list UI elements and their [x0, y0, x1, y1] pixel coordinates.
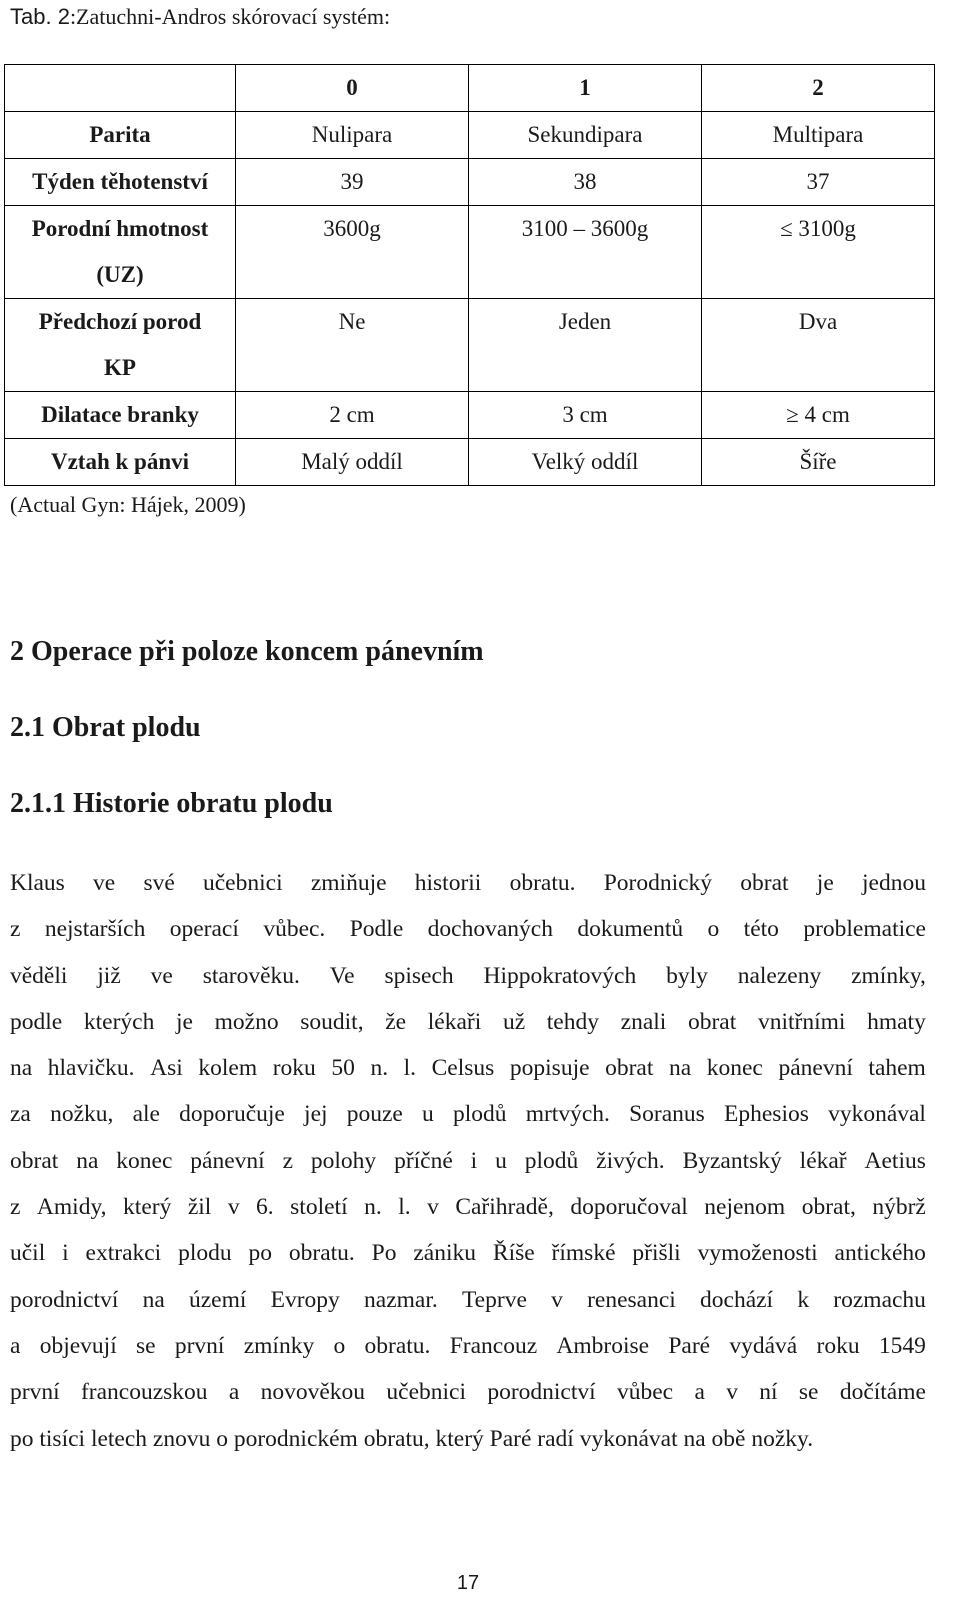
paragraph-word: století — [290, 1194, 348, 1221]
paragraph-word: Cařihradě, — [455, 1194, 554, 1221]
paragraph-word: nožku, — [50, 1101, 114, 1128]
paragraph-word: vůbec. — [263, 916, 326, 943]
paragraph-word: popisuje — [509, 1055, 590, 1082]
paragraph-word: zmiňuje — [310, 870, 387, 896]
paragraph-word: Teprve — [461, 1286, 527, 1313]
paragraph-word: zániku — [413, 1240, 477, 1267]
paragraph-word: už — [502, 1008, 526, 1035]
paragraph-word: Porodnický — [603, 870, 713, 896]
paragraph-word: roku — [816, 1332, 860, 1359]
paragraph-word: v — [227, 1194, 240, 1221]
table-row — [5, 299, 935, 346]
paragraph-word: spisech — [384, 962, 454, 989]
table-row — [5, 112, 935, 159]
paragraph-word: mrtvých. — [525, 1101, 610, 1128]
paragraph-word: že — [385, 1008, 407, 1035]
paragraph-word: porodnictví — [487, 1379, 596, 1406]
paragraph-word: kolem — [198, 1055, 258, 1082]
paragraph-word: i — [470, 1147, 478, 1174]
table-cell: 39 — [236, 159, 469, 206]
paragraph-word: vymoženosti — [697, 1240, 818, 1267]
table-cell: Malý oddíl — [236, 439, 469, 486]
paragraph-word: renesanci — [587, 1286, 676, 1313]
paragraph-word: objevují — [39, 1332, 117, 1359]
paragraph-word: v — [551, 1286, 563, 1313]
paragraph-word: l. — [403, 1055, 417, 1082]
paragraph-word: je — [176, 1008, 193, 1035]
paragraph-word: dokumentů — [577, 916, 684, 943]
paragraph-word: z — [282, 1147, 293, 1174]
table-caption-label: Tab. 2 — [10, 4, 70, 29]
paragraph-word: zmínky — [243, 1332, 315, 1359]
table-cell: Ne — [236, 299, 469, 346]
paragraph-word: antického — [834, 1240, 926, 1267]
paragraph-word: pouze — [346, 1101, 403, 1128]
paragraph-line — [10, 1045, 926, 1091]
paragraph-word: operací — [169, 916, 239, 943]
paragraph-line — [10, 1230, 926, 1276]
chapter-heading: 2 Operace při poloze koncem pánevním — [10, 636, 484, 667]
paragraph-word: k — [797, 1286, 810, 1313]
table-row — [5, 159, 935, 206]
paragraph-word: polohy — [310, 1147, 377, 1174]
row-label: Týden těhotenství — [5, 159, 236, 206]
row-label: Dilatace branky — [5, 392, 236, 439]
table-cell: ≥ 4 cm — [702, 392, 935, 439]
paragraph-word: starověku. — [202, 962, 300, 989]
paragraph-word: vnitřními — [757, 1008, 846, 1035]
paragraph-word: 1549 — [878, 1332, 926, 1359]
table-cell: Šíře — [702, 439, 935, 486]
paragraph-word: hlavičku. — [47, 1055, 135, 1082]
paragraph-word: obrat — [687, 1008, 737, 1035]
table-row-continuation — [5, 252, 935, 299]
paragraph-word: Byzantský — [682, 1147, 782, 1174]
paragraph-word: obratu. — [364, 1332, 431, 1359]
table-cell: Nulipara — [236, 112, 469, 159]
paragraph-word: a — [228, 1379, 240, 1406]
table-cell: 2 cm — [236, 392, 469, 439]
paragraph-word: obrat — [740, 870, 789, 896]
paragraph-word: na — [142, 1286, 165, 1313]
paragraph-word: plodů — [524, 1147, 579, 1174]
paragraph-word: a — [10, 1332, 21, 1359]
paragraph-word: pánevní — [778, 1055, 853, 1082]
paragraph-word: extrakci — [85, 1240, 162, 1267]
paragraph-word: Celsus — [431, 1055, 495, 1082]
subsection-heading: 2.1.1 Historie obratu plodu — [10, 788, 333, 819]
table-cell: Dva — [702, 299, 935, 346]
table-cell: 37 — [702, 159, 935, 206]
paragraph-word: své — [143, 870, 175, 896]
paragraph-word: se — [136, 1332, 156, 1359]
paragraph-word: konec — [706, 1055, 763, 1082]
paragraph-word: francouzskou — [80, 1379, 208, 1406]
paragraph-word: učebnici — [386, 1379, 466, 1406]
paragraph-word: znali — [620, 1008, 667, 1035]
paragraph-line — [10, 953, 926, 999]
paragraph-word: plodu — [178, 1240, 232, 1267]
paragraph-word: 50 — [331, 1055, 355, 1082]
paragraph-word: tahem — [868, 1055, 926, 1082]
paragraph-word: vykonával — [828, 1101, 926, 1128]
paragraph-word: Evropy — [270, 1286, 340, 1313]
paragraph-word: který — [123, 1194, 172, 1221]
paragraph-word: příčné — [394, 1147, 453, 1174]
paragraph-word: historii — [414, 870, 482, 896]
paragraph-line — [10, 1138, 926, 1184]
table-cell: Multipara — [702, 112, 935, 159]
table-caption — [10, 4, 390, 30]
table-cell: 3100 – 3600g — [469, 206, 702, 253]
paragraph-word: u — [422, 1101, 434, 1128]
paragraph-word: pánevní — [190, 1147, 265, 1174]
paragraph-word: této — [743, 916, 779, 943]
paragraph-word: novověkou — [260, 1379, 366, 1406]
table-source: (Actual Gyn: Hájek, 2009) — [10, 492, 246, 517]
paragraph-word: v — [726, 1379, 738, 1406]
paragraph-word: již — [97, 962, 121, 989]
table-cell: Jeden — [469, 299, 702, 346]
row-label: Vztah k pánvi — [5, 439, 236, 486]
paragraph-line — [10, 860, 926, 906]
paragraph-word: Soranus — [629, 1101, 705, 1128]
paragraph-word: Ephesios — [724, 1101, 809, 1128]
paragraph-word: vydává — [729, 1332, 798, 1359]
paragraph-word: doporučuje — [179, 1101, 285, 1128]
table-row — [5, 206, 935, 253]
paragraph-word: Klaus — [10, 870, 65, 896]
table-cell: Sekundipara — [469, 112, 702, 159]
paragraph-word: Po — [371, 1240, 397, 1267]
paragraph-word: kterých — [83, 1008, 155, 1035]
paragraph-word: jednou — [861, 870, 926, 896]
paragraph-word: učil — [10, 1240, 46, 1267]
paragraph-word: rozmachu — [833, 1286, 926, 1313]
paragraph-word: živých. — [596, 1147, 665, 1174]
paragraph-word: nalezeny — [737, 962, 822, 989]
table-header-row — [5, 65, 935, 112]
paragraph-word: obrat — [10, 1147, 59, 1174]
paragraph-word: porodnictví — [10, 1286, 119, 1313]
paragraph-word: Paré — [668, 1332, 711, 1359]
table-caption-text: :Zatuchni-Andros skórovací systém: — [69, 4, 391, 29]
paragraph-word: konec — [116, 1147, 173, 1174]
table-cell: 3 cm — [469, 392, 702, 439]
paragraph-word: o — [333, 1332, 346, 1359]
paragraph-line — [10, 906, 926, 952]
paragraph-word: se — [798, 1379, 819, 1406]
paragraph-word: plodů — [452, 1101, 507, 1128]
paragraph-word: Říše — [492, 1240, 535, 1267]
paragraph-word: ve — [93, 870, 116, 896]
paragraph-word: obratu. — [509, 870, 576, 896]
paragraph-word: obrat, — [801, 1194, 856, 1221]
paragraph-line — [10, 1277, 926, 1323]
paragraph-word: ve — [150, 962, 173, 989]
paragraph-word: možno — [214, 1008, 279, 1035]
section-heading: 2.1 Obrat plodu — [10, 712, 201, 743]
paragraph-word: po — [248, 1240, 272, 1267]
paragraph-word: a — [694, 1379, 705, 1406]
paragraph-word: i — [62, 1240, 69, 1267]
paragraph-word: dočítáme — [839, 1379, 926, 1406]
paragraph-word: Amidy, — [36, 1194, 107, 1221]
paragraph-word: za — [10, 1101, 31, 1128]
paragraph-word: tehdy — [546, 1008, 599, 1035]
paragraph-word: z — [10, 916, 21, 943]
paragraph-line — [10, 1184, 926, 1230]
paragraph-word: první — [174, 1332, 225, 1359]
paragraph-word: římské — [551, 1240, 616, 1267]
page-number: 17 — [456, 1572, 480, 1594]
table-row — [5, 439, 935, 486]
paragraph-word: n. — [370, 1055, 389, 1082]
table-cell: 3600g — [236, 206, 469, 253]
paragraph-word: nýbrž — [872, 1194, 926, 1221]
paragraph-word: doporučoval — [570, 1194, 688, 1221]
paragraph-line — [10, 1091, 926, 1137]
paragraph-word: ní — [759, 1379, 778, 1406]
paragraph-line: po tisíci letech znovu o porodnickém obratu, který Paré radí vykonávat na obě nožky. — [10, 1425, 814, 1452]
body-paragraph — [10, 860, 926, 1462]
paragraph-word: o — [707, 916, 720, 943]
paragraph-word: Ambroise — [556, 1332, 650, 1359]
paragraph-word: dochovaných — [427, 916, 553, 943]
paragraph-word: vůbec — [617, 1379, 674, 1406]
paragraph-word: Ve — [329, 962, 355, 989]
paragraph-word: Hippokratových — [483, 962, 637, 989]
table-row — [5, 392, 935, 439]
table-cell: 38 — [469, 159, 702, 206]
paragraph-word: byly — [666, 962, 708, 989]
table-cell: ≤ 3100g — [702, 206, 935, 253]
row-label: Porodní hmotnost — [5, 206, 236, 253]
paragraph-word: zmínky, — [851, 962, 926, 989]
paragraph-word: Francouz — [449, 1332, 538, 1359]
paragraph-word: ale — [132, 1101, 160, 1128]
paragraph-line — [10, 1323, 926, 1369]
paragraph-word: n. — [364, 1194, 382, 1221]
paragraph-word: území — [188, 1286, 247, 1313]
paragraph-word: nejstarších — [44, 916, 146, 943]
paragraph-word: lékař — [799, 1147, 847, 1174]
paragraph-word: Asi — [150, 1055, 183, 1082]
paragraph-word: z — [10, 1194, 21, 1221]
paragraph-word: obrat — [605, 1055, 654, 1082]
paragraph-word: je — [816, 870, 834, 896]
paragraph-word: Aetius — [864, 1147, 926, 1174]
paragraph-word: na — [10, 1055, 33, 1082]
table-corner-cell — [5, 65, 236, 112]
paragraph-word: dochází — [700, 1286, 774, 1313]
paragraph-word: první — [10, 1379, 60, 1406]
paragraph-word: l. — [398, 1194, 411, 1221]
paragraph-word: v — [427, 1194, 439, 1221]
scoring-table — [4, 64, 935, 486]
paragraph-word: hmaty — [867, 1008, 926, 1035]
paragraph-line — [10, 999, 926, 1045]
table-header-cell: 1 — [469, 65, 702, 112]
paragraph-word: obratu. — [288, 1240, 355, 1267]
row-label-continuation: KP — [5, 345, 236, 392]
paragraph-word: soudit, — [300, 1008, 364, 1035]
paragraph-word: nejenom — [704, 1194, 786, 1221]
paragraph-word: nazmar. — [364, 1286, 438, 1313]
table-header-cell: 0 — [236, 65, 469, 112]
row-label-continuation: (UZ) — [5, 252, 236, 299]
paragraph-word: jej — [304, 1101, 328, 1128]
table-cell: Velký oddíl — [469, 439, 702, 486]
paragraph-word: Podle — [349, 916, 404, 943]
paragraph-word: učebnici — [203, 870, 283, 896]
paragraph-word: na — [76, 1147, 99, 1174]
paragraph-word: na — [668, 1055, 692, 1082]
paragraph-line — [10, 1369, 926, 1415]
paragraph-word: 6. — [256, 1194, 274, 1221]
paragraph-word: podle — [10, 1008, 63, 1035]
paragraph-word: věděli — [10, 962, 68, 989]
row-label: Předchozí porod — [5, 299, 236, 346]
paragraph-word: přišli — [632, 1240, 681, 1267]
paragraph-word: u — [495, 1147, 507, 1174]
table-row-continuation — [5, 345, 935, 392]
table-header-cell: 2 — [702, 65, 935, 112]
paragraph-word: žil — [187, 1194, 212, 1221]
row-label: Parita — [5, 112, 236, 159]
paragraph-word: roku — [272, 1055, 316, 1082]
paragraph-word: lékaři — [427, 1008, 482, 1035]
paragraph-word: problematice — [803, 916, 926, 943]
